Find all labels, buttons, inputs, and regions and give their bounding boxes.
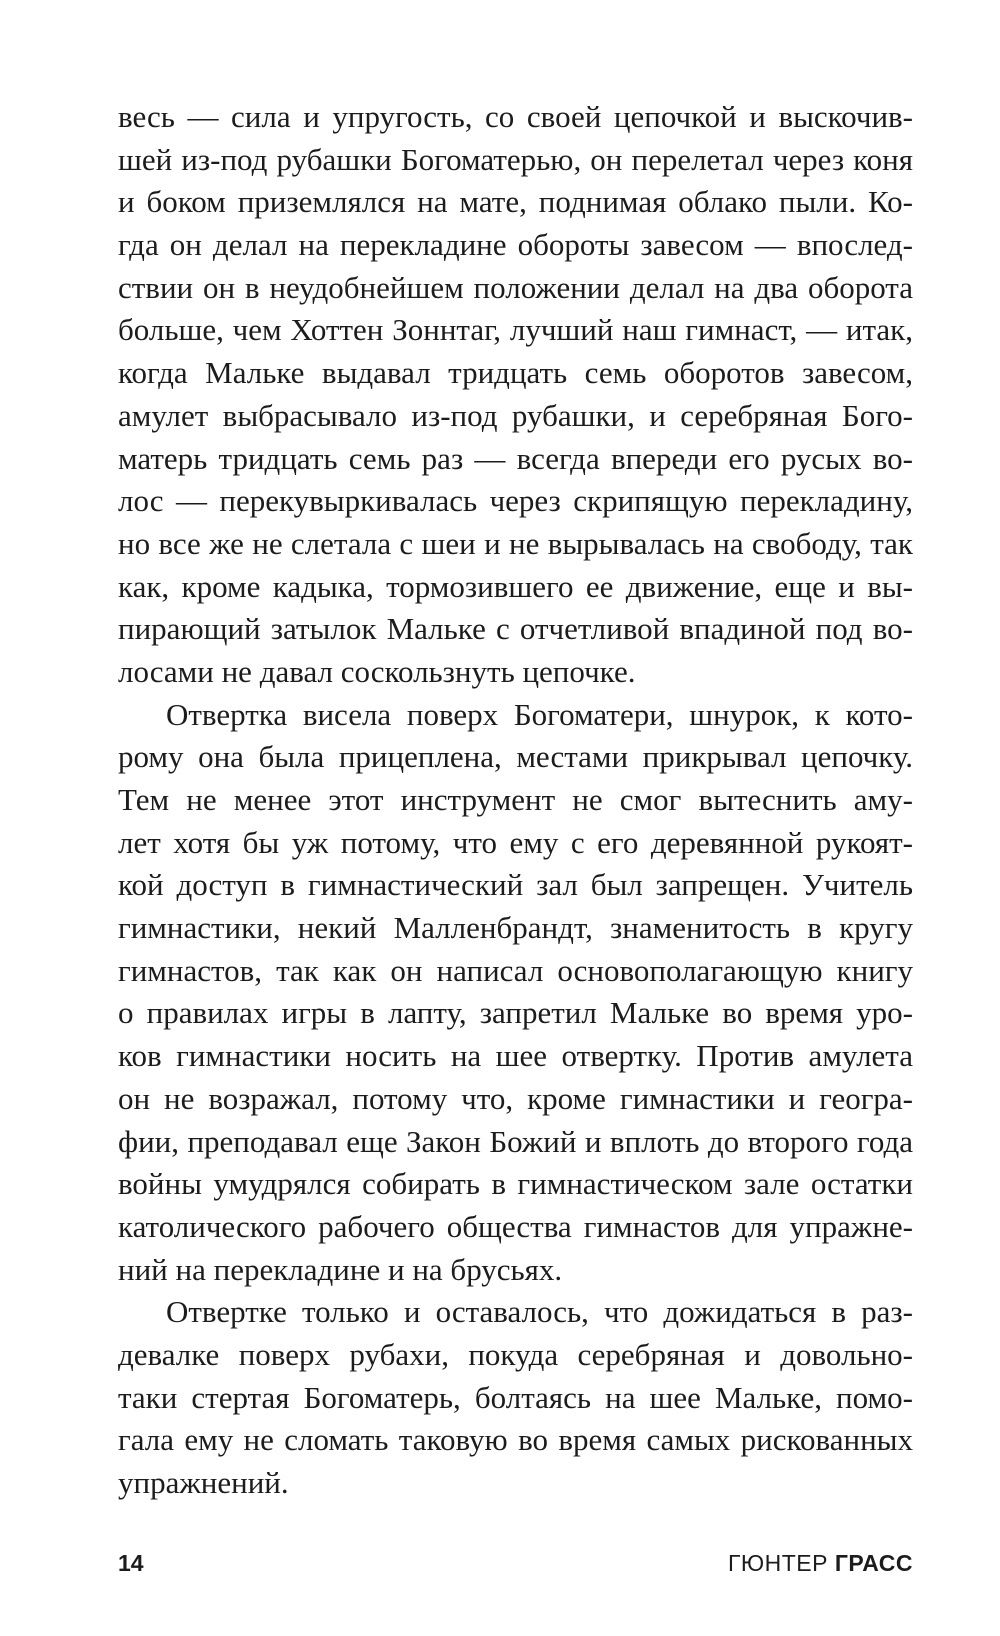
- text-line: но все же не слетала с шеи и не вырывалась на свободу, так: [118, 525, 913, 561]
- text-line: амулет выбрасывало из-под рубашки, и серебряная Бого-: [118, 397, 913, 433]
- text-line: упражнений.: [118, 1465, 289, 1500]
- text-line: гала ему не сломать таковую во время самых рискованных: [118, 1422, 913, 1458]
- text-line: как, кроме кадыка, тормозившего ее движение, еще и вы-: [118, 568, 913, 604]
- text-line: девалке поверх рубахи, покуда серебряная и довольно-: [118, 1336, 913, 1372]
- page-footer: [118, 1548, 913, 1578]
- text-line: ков гимнастики носить на шее отвертку. Против амулета: [118, 1038, 913, 1074]
- text-line: кой доступ в гимнастический зал был запрещен. Учитель: [118, 867, 913, 903]
- text-line: шей из-под рубашки Богоматерью, он перелетал через коня: [118, 141, 913, 177]
- author-last-name: ГРАСС: [834, 1550, 913, 1576]
- text-line: больше, чем Хоттен Зоннтаг, лучший наш гимнаст, — итак,: [118, 312, 913, 348]
- text-line: католического рабочего общества гимнастов для упражне-: [118, 1208, 913, 1244]
- text-line: Отвертка висела поверх Богоматери, шнурок, к кото-: [166, 696, 913, 732]
- paragraph-3: [118, 1291, 913, 1504]
- text-line: лосами не давал соскользнуть цепочке.: [118, 653, 636, 689]
- text-line: лос — перекувыркивалась через скрипящую перекладину,: [118, 483, 913, 519]
- text-line: матерь тридцать семь раз — всегда впереди его русых во-: [118, 440, 913, 476]
- text-line: пирающий затылок Мальке с отчетливой впадиной под во-: [118, 611, 913, 647]
- text-line: гда он делал на перекладине обороты завесом — впослед-: [118, 227, 913, 263]
- page-number: 14: [118, 1550, 144, 1576]
- text-line: гимнастов, так как он написал основополагающую книгу: [118, 952, 913, 988]
- text-line: он не возражал, потому что, кроме гимнастики и геогра-: [118, 1080, 913, 1116]
- paragraph-2: [118, 694, 913, 1292]
- text-line: войны умудрялся собирать в гимнастическом зале остатки: [118, 1166, 913, 1202]
- text-line: фии, преподавал еще Закон Божий и вплоть до второго года: [118, 1123, 913, 1159]
- paragraph-1: [118, 96, 913, 694]
- page-body: [118, 96, 913, 1505]
- text-line: гимнастики, некий Малленбрандт, знаменитость в кругу: [118, 910, 913, 946]
- text-line: и боком приземлялся на мате, поднимая облако пыли. Ко-: [118, 184, 913, 220]
- running-head: [728, 1548, 913, 1578]
- text-line: весь — сила и упругость, со своей цепочкой и выскочив-: [118, 99, 913, 134]
- text-line: таки стертая Богоматерь, болтаясь на шее Мальке, помо-: [118, 1379, 913, 1415]
- text-line: ствии он в неудобнейшем положении делал на два оборота: [118, 269, 913, 305]
- text-line: лет хотя бы уж потому, что ему с его деревянной рукоят-: [118, 824, 913, 860]
- text-line: когда Мальке выдавал тридцать семь оборотов завесом,: [118, 355, 913, 391]
- text-line: Отвертке только и оставалось, что дожидаться в раз-: [166, 1294, 913, 1330]
- text-line: ний на перекладине и на брусьях.: [118, 1251, 563, 1287]
- text-line: Тем не менее этот инструмент не смог вытеснить аму-: [118, 782, 913, 817]
- text-line: о правилах игры в лапту, запретил Мальке во время уро-: [118, 995, 913, 1031]
- author-first-name: ГЮНТЕР: [727, 1550, 828, 1576]
- text-line: рому она была прицеплена, местами прикрывал цепочку.: [118, 739, 913, 775]
